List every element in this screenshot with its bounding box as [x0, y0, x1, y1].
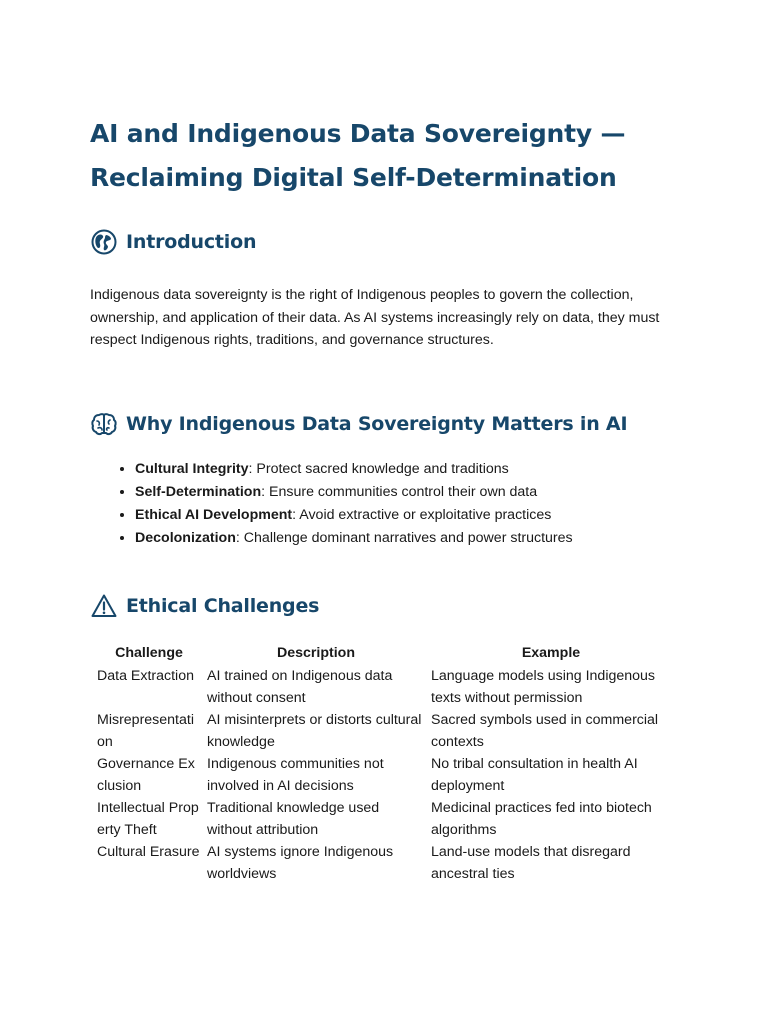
intro-paragraph: Indigenous data sovereignty is the right of Indigenous peoples to govern the collection, ownership, and application of their data. As AI systems increasingly rely on data, they must respect Indigenous rights, traditions, and governance structures.: [90, 287, 660, 348]
list-item-text: : Ensure communities control their own data: [261, 483, 538, 500]
cell-example: Language models using Indigenous texts without permission: [431, 667, 656, 706]
warning-icon: [90, 592, 118, 620]
cell-description: Traditional knowledge used without attribution: [207, 799, 380, 838]
globe-icon: [90, 228, 118, 256]
challenges-table: [94, 641, 674, 885]
section-title: Why Indigenous Data Sovereignty Matters in AI: [126, 412, 628, 435]
section-title: Introduction: [126, 231, 257, 253]
document-title: AI and Indigenous Data Sovereignty — Reclaiming Digital Self-Determination: [90, 119, 626, 192]
cell-example: No tribal consultation in health AI deployment: [431, 755, 638, 794]
cell-example: Medicinal practices fed into biotech algorithms: [431, 799, 652, 838]
section-title: Ethical Challenges: [126, 594, 320, 617]
table-header-row: [94, 641, 674, 665]
table-row: [94, 665, 674, 709]
section-heading-introduction: [90, 228, 690, 256]
cell-challenge: Intellectual Property Theft: [97, 799, 199, 838]
cell-challenge: Governance Exclusion: [97, 755, 195, 794]
section-heading-why-matters: [90, 410, 690, 438]
table-row: [94, 797, 674, 841]
column-header-example: Example: [521, 644, 581, 661]
list-item: [135, 504, 690, 527]
document-page: [90, 112, 690, 885]
list-item-term: Cultural Integrity: [135, 460, 249, 477]
cell-description: Indigenous communities not involved in AI decisions: [207, 755, 384, 794]
table-row: [94, 753, 674, 797]
table-row: [94, 709, 674, 753]
list-item-text: : Challenge dominant narratives and power structures: [235, 529, 573, 546]
list-item: [135, 458, 690, 481]
column-header-description: Description: [276, 644, 356, 661]
cell-description: AI systems ignore Indigenous worldviews: [207, 843, 394, 882]
list-item-term: Ethical AI Development: [135, 506, 293, 523]
brain-icon: [90, 410, 118, 438]
bullet-list: [90, 458, 690, 550]
column-header-challenge: Challenge: [115, 644, 183, 661]
list-item-text: : Protect sacred knowledge and traditions: [248, 460, 509, 477]
cell-challenge: Data Extraction: [97, 667, 194, 684]
cell-example: Sacred symbols used in commercial contexts: [431, 711, 659, 750]
list-item-text: : Avoid extractive or exploitative practices: [292, 506, 552, 523]
section-heading-ethical-challenges: [90, 592, 690, 620]
list-item: [135, 481, 690, 504]
cell-challenge: Misrepresentation: [97, 711, 194, 750]
cell-description: AI trained on Indigenous data without consent: [207, 667, 393, 706]
list-item: [135, 527, 690, 550]
list-item-term: Decolonization: [135, 529, 236, 546]
table-row: [94, 841, 674, 885]
cell-example: Land-use models that disregard ancestral ties: [431, 843, 631, 882]
cell-challenge: Cultural Erasure: [97, 843, 200, 860]
cell-description: AI misinterprets or distorts cultural knowledge: [207, 711, 422, 750]
list-item-term: Self-Determination: [135, 483, 262, 500]
